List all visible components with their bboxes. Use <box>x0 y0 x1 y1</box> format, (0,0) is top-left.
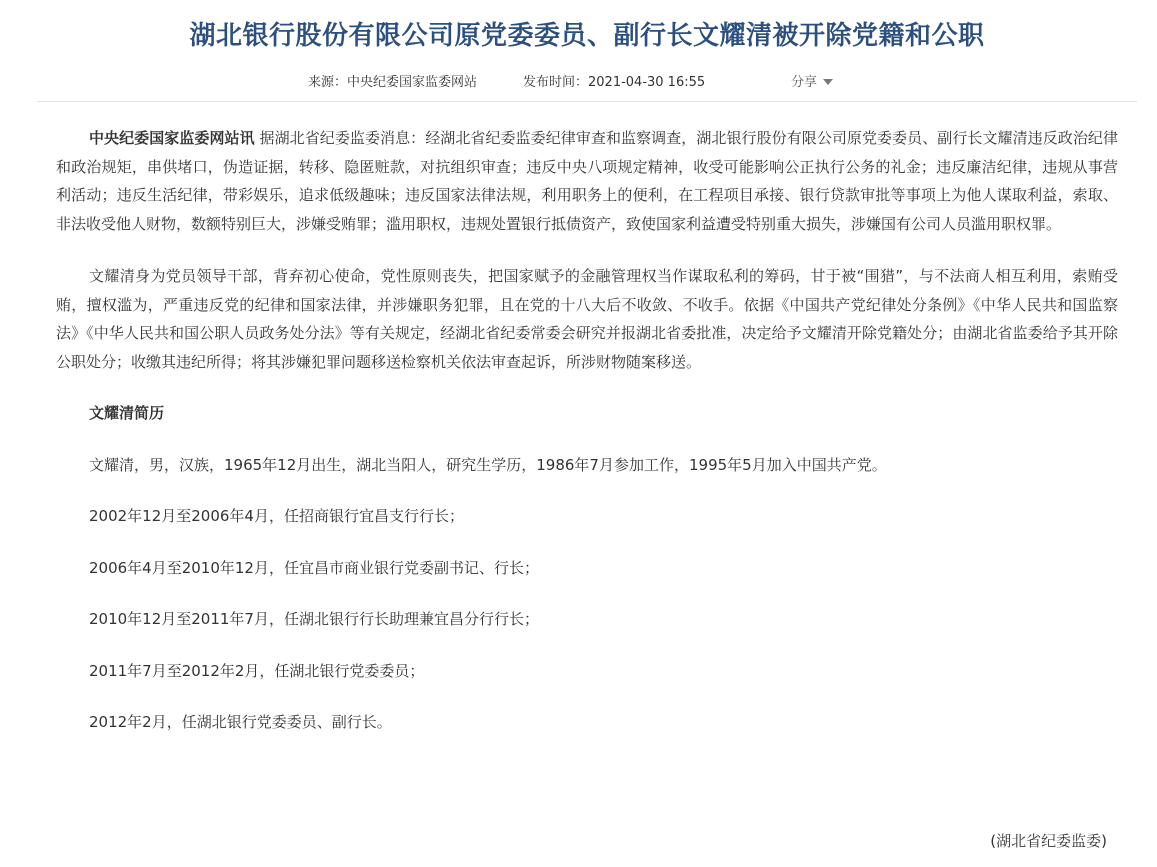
caret-down-icon <box>823 79 833 85</box>
paragraph-1-text: 据湖北省纪委监委消息：经湖北省纪委监委纪律审查和监察调查，湖北银行股份有限公司原党委委员、副行长文耀清违反政治纪律和政治规矩，串供堵口，伪造证据，转移、隐匿赃款，对抗组织审查；违反中央八项规定精神，收受可能影响公正执行公务的礼金；违反廉洁纪律，违规从事营利活动；违反生活纪律，带彩娱乐，追求低级趣味；违反国家法律法规，利用职务上的便利，在工程项目承接、银行贷款审批等事项上为他人谋取利益，索取、非法收受他人财物，数额特别巨大，涉嫌受贿罪；滥用职权，违规处置银行抵债资产，致使国家利益遭受特别重大损失，涉嫌国有公司人员滥用职权罪。 <box>56 129 1118 233</box>
share-button[interactable] <box>791 73 833 93</box>
article-paragraph-2: 文耀清身为党员领导干部，背弃初心使命，党性原则丧失，把国家赋予的金融管理权当作谋取私利的筹码，甘于被“围猎”，与不法商人相互利用，索贿受贿，擅权滥为，严重违反党的纪律和国家法律，并涉嫌职务犯罪，且在党的十八大后不收敛、不收手。依据《中国共产党纪律处分条例》《中华人民共和国监察法》《中华人民共和国公职人员政务处分法》等有关规定，经湖北省纪委常委会研究并报湖北省委批准，决定给予文耀清开除党籍处分；由湖北省监委给予其开除公职处分；收缴其违纪所得；将其涉嫌犯罪问题移送检察机关依法审查起诉，所涉财物随案移送。 <box>56 267 1118 371</box>
career-item: 2010年12月至2011年7月，任湖北银行行长助理兼宜昌分行行长； <box>89 610 539 628</box>
page-title: 湖北银行股份有限公司原党委委员、副行长文耀清被开除党籍和公职 <box>189 21 985 51</box>
bio-heading: 文耀清简历 <box>89 404 165 422</box>
footer-source: (湖北省纪委监委) <box>990 832 1107 850</box>
career-item: 2011年7月至2012年2月，任湖北银行党委委员； <box>89 661 425 680</box>
publish-time: 发布时间：2021-04-30 16:55 <box>523 75 706 90</box>
article-paragraph-1 <box>56 124 1118 238</box>
article-source: 来源：中央纪委国家监委网站 <box>308 75 478 90</box>
article-meta <box>0 73 1157 93</box>
career-item: 2012年2月，任湖北银行党委委员、副行长。 <box>89 713 392 731</box>
career-item: 2006年4月至2010年12月，任宜昌市商业银行党委副书记、行长； <box>89 558 539 577</box>
bio-intro: 文耀清，男，汉族，1965年12月出生，湖北当阳人，研究生学历，1986年7月参加工作，1995年5月加入中国共产党。 <box>89 455 887 474</box>
article-body <box>56 124 1118 737</box>
header-divider <box>37 101 1137 102</box>
share-label: 分享 <box>791 75 818 90</box>
lead-source: 中央纪委国家监委网站讯 <box>89 129 255 147</box>
career-item: 2002年12月至2006年4月，任招商银行宜昌支行行长； <box>89 507 464 525</box>
